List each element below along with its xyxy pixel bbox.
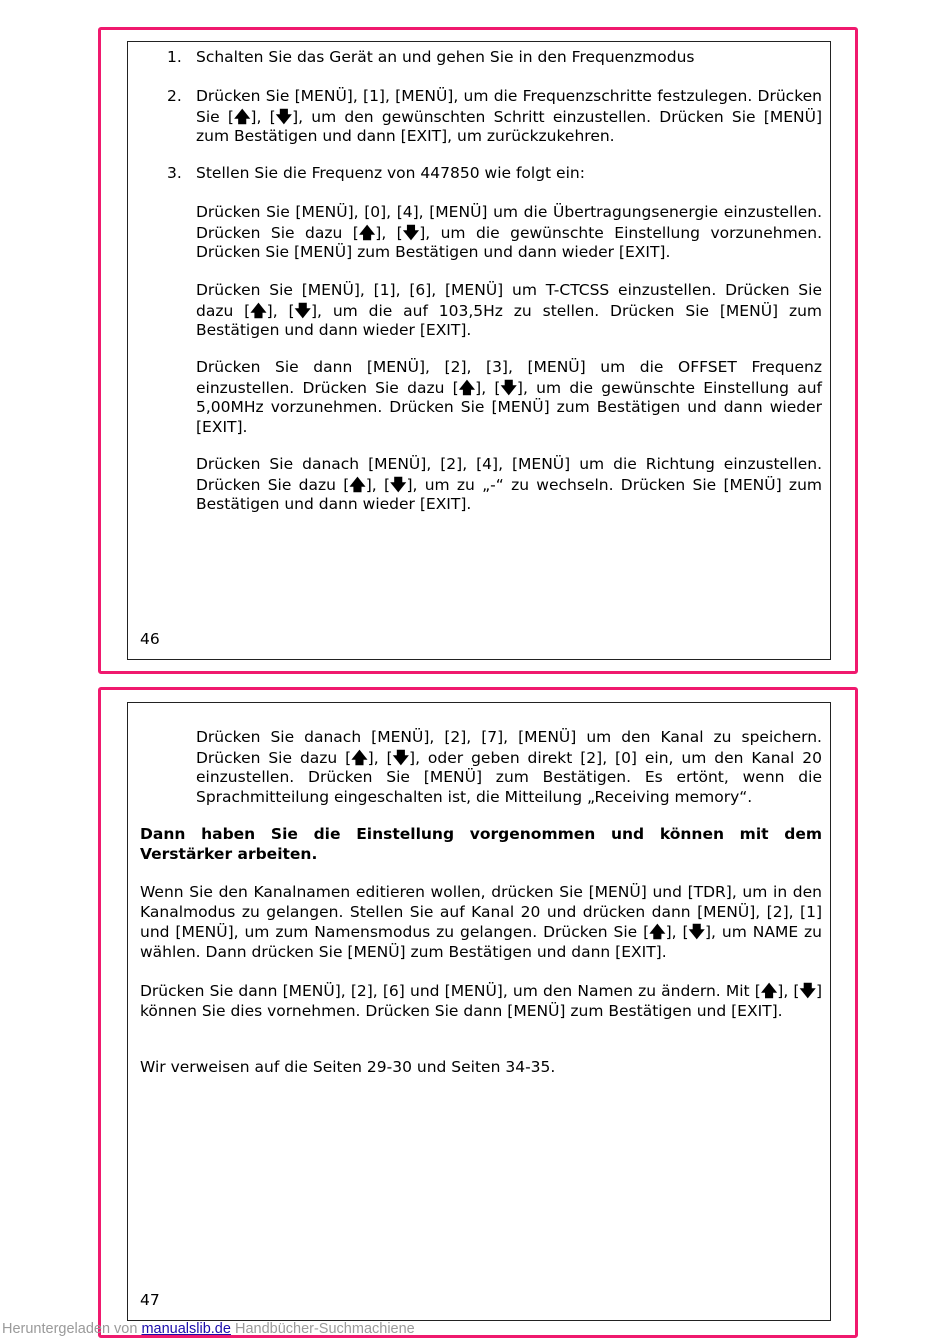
paragraph-offset: Drücken Sie dann [MENÜ], [2], [3], [MENÜ] um die OFFSET Frequenz einzustellen. Drücken Sie dazu [🡅], [🡇], um die gewünschte Einstellung auf 5,00MHz vorzunehmen. Drücken Sie [MENÜ] zum Bestätigen und dann wieder [EXIT]. [196, 358, 822, 436]
step-2-number: 2. [167, 87, 182, 105]
paragraph-page-reference: Wir verweisen auf die Seiten 29-30 und Seiten 34-35. [140, 1058, 556, 1076]
paragraph-channel-name: Wenn Sie den Kanalnamen editieren wollen, drücken Sie [MENÜ] und [TDR], um in den Kanalmodus zu gelangen. Stellen Sie auf Kanal 20 und drücken dann [MENÜ], [2], [1] und [MENÜ], um zum Namensmodus zu gelangen. Drücken Sie [🡅], [🡇], um NAME zu wählen. Dann drücken Sie [MENÜ] zum Bestätigen und dann [EXIT]. [140, 883, 822, 961]
arrow-up-icon: 🡅 [649, 922, 666, 941]
step-1-text: Schalten Sie das Gerät an und gehen Sie in den Frequenzmodus [196, 48, 695, 66]
paragraph-change-name: Drücken Sie dann [MENÜ], [2], [6] und [MENÜ], um den Namen zu ändern. Mit [🡅], [🡇] können Sie dies vornehmen. Drücken Sie dann [MENÜ] zum Bestätigen und [EXIT]. [140, 981, 822, 1020]
bold-note: Dann haben Sie die Einstellung vorgenommen und können mit dem Verstärker arbeiten. [140, 825, 822, 863]
arrow-down-icon: 🡇 [688, 922, 705, 941]
arrow-up-icon: 🡅 [458, 377, 476, 397]
paragraph-power: Drücken Sie [MENÜ], [0], [4], [MENÜ] um die Übertragungsenergie einzustellen. Drücken Sie dazu [🡅], [🡇], um die gewünschte Einstellung vorzunehmen. Drücken Sie [MENÜ] zum Bestätigen und dann wieder [EXIT]. [196, 203, 822, 261]
arrow-up-icon: 🡅 [250, 300, 267, 320]
page-number-47: 47 [140, 1291, 160, 1309]
manualslib-link[interactable]: manualslib.de [141, 1321, 231, 1337]
paragraph-save-channel: Drücken Sie danach [MENÜ], [2], [7], [MENÜ] um den Kanal zu speichern. Drücken Sie dazu [🡅], [🡇], oder geben direkt [2], [0] ein, um den Kanal 20 einzustellen. Drücken Sie [MENÜ] zum Bestätigen. Es ertönt, wenn die Sprachmitteilung eingeschalten ist, die Mitteilung „Receiving memory“. [196, 728, 822, 806]
arrow-up-icon: 🡅 [358, 222, 376, 242]
step-3-text: Stellen Sie die Frequenz von 447850 wie folgt ein: [196, 164, 585, 182]
arrow-down-icon: 🡇 [275, 106, 293, 126]
arrow-up-icon: 🡅 [233, 106, 251, 126]
arrow-up-icon: 🡅 [349, 474, 366, 494]
arrow-down-icon: 🡇 [799, 981, 816, 1000]
arrow-down-icon: 🡇 [392, 747, 410, 767]
footer-prefix: Heruntergeladen von [2, 1321, 142, 1337]
arrow-down-icon: 🡇 [500, 377, 517, 397]
paragraph-direction: Drücken Sie danach [MENÜ], [2], [4], [MENÜ] um die Richtung einzustellen. Drücken Sie dazu [🡅], [🡇], um zu „-“ zu wechseln. Drücken Sie [MENÜ] zum Bestätigen und dann wieder [EXIT]. [196, 455, 822, 513]
page-number-46: 46 [140, 630, 160, 648]
arrow-down-icon: 🡇 [402, 222, 420, 242]
step-2-text: Drücken Sie [MENÜ], [1], [MENÜ], um die Frequenzschritte festzulegen. Drücken Sie [🡅], [🡇], um den gewünschten Schritt einzustellen. Drücken Sie [MENÜ] zum Bestätigen und dann [EXIT], um zurückzukehren. [196, 87, 823, 145]
download-footer [2, 1321, 415, 1337]
paragraph-ctcss: Drücken Sie [MENÜ], [1], [6], [MENÜ] um T-CTCSS einzustellen. Drücken Sie dazu [🡅], [🡇], um die auf 103,5Hz zu stellen. Drücken Sie [MENÜ] zum Bestätigen und dann wieder [EXIT]. [196, 281, 823, 339]
footer-suffix: Handbücher-Suchmachiene [230, 1321, 415, 1337]
step-3-number: 3. [167, 164, 182, 182]
arrow-up-icon: 🡅 [760, 981, 778, 1000]
arrow-down-icon: 🡇 [294, 300, 311, 320]
arrow-up-icon: 🡅 [351, 747, 368, 767]
arrow-down-icon: 🡇 [390, 474, 407, 494]
step-1-number: 1. [167, 48, 182, 66]
